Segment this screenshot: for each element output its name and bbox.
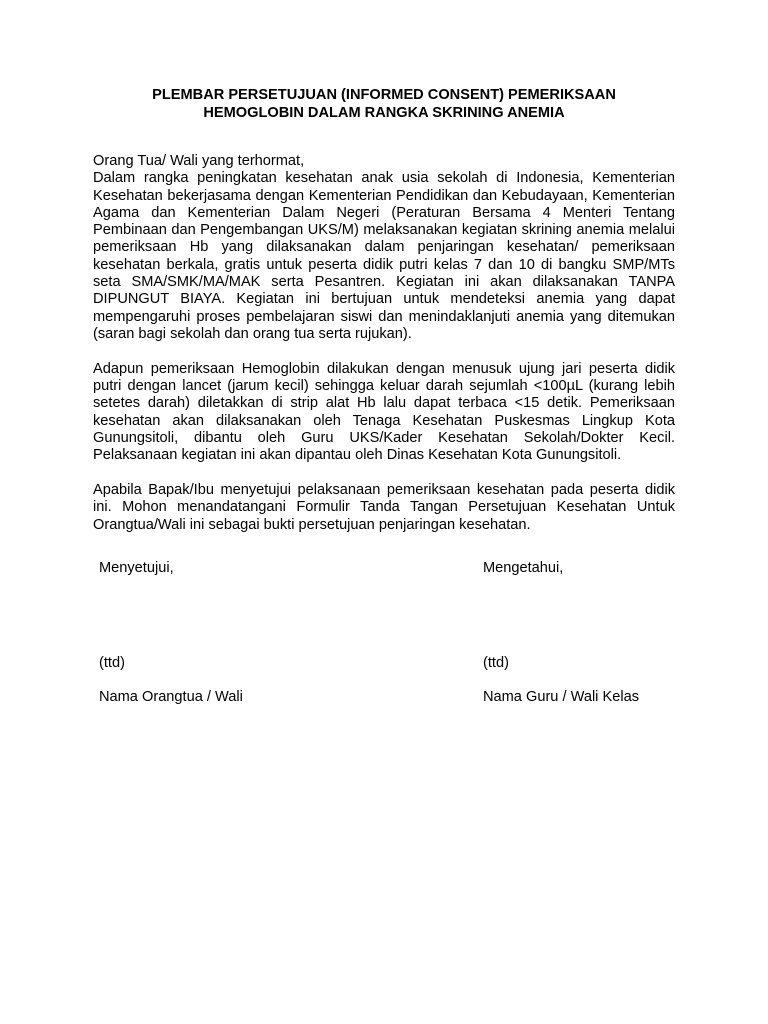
salutation: Orang Tua/ Wali yang terhormat, bbox=[93, 153, 305, 169]
signature-heading-approve: Menyetujui, bbox=[99, 559, 174, 576]
signature-name-teacher: Nama Guru / Wali Kelas bbox=[483, 688, 639, 705]
document-title-line-1: PLEMBAR PERSETUJUAN (INFORMED CONSENT) PEMERIKSAAN bbox=[152, 87, 616, 103]
signature-name-parent: Nama Orangtua / Wali bbox=[99, 688, 243, 705]
paragraph-procedure: Adapun pemeriksaan Hemoglobin dilakukan dengan menusuk ujung jari peserta didik putri dengan lancet (jarum kecil) sehingga keluar darah sejumlah <100µL (kurang lebih setetes darah) diletakkan di strip alat Hb lalu dapat terbaca <15 detik. Pemeriksaan kesehatan akan dilaksanakan oleh Tenaga Kesehatan Puskesmas Lingkup Kota Gunungsitoli, dibantu oleh Guru UKS/Kader Kesehatan Sekolah/Dokter Kecil. Pelaksanaan kegiatan ini akan dipantau oleh Dinas Kesehatan Kota Gunungsitoli. bbox=[93, 360, 675, 464]
signature-placeholder-parent: (ttd) bbox=[99, 654, 125, 671]
signature-placeholder-teacher: (ttd) bbox=[483, 654, 509, 671]
signature-block-parent bbox=[99, 560, 243, 706]
signature-block-teacher bbox=[483, 560, 639, 706]
document-title bbox=[93, 86, 675, 122]
paragraph-introduction: Dalam rangka peningkatan kesehatan anak usia sekolah di Indonesia, Kementerian Kesehatan bekerjasama dengan Kementerian Pendidikan dan Kebudayaan, Kementerian Agama dan Kementerian Dalam Negeri (Peraturan Bersama 4 Menteri Tentang Pembinaan dan Pengembangan UKS/M) melaksanakan kegiatan skrining anemia melalui pemeriksaan Hb yang dilaksanakan dalam penjaringan kesehatan/ pemeriksaan kesehatan berkala, gratis untuk peserta didik putri kelas 7 dan 10 di bangku SMP/MTs seta SMA/SMK/MA/MAK serta Pesantren. Kegiatan ini akan dilaksanakan TANPA DIPUNGUT BIAYA. Kegiatan ini bertujuan untuk mendeteksi anemia yang dapat mempengaruhi proses pembelajaran siswi dan menindaklanjuti anemia yang ditemukan (saran bagi sekolah dan orang tua serta rujukan). bbox=[93, 170, 675, 342]
document-title-line-2: HEMOGLOBIN DALAM RANGKA SKRINING ANEMIA bbox=[203, 105, 565, 121]
paragraph-request: Apabila Bapak/Ibu menyetujui pelaksanaan pemeriksaan kesehatan pada peserta didik ini. Mohon menandatangani Formulir Tanda Tangan Persetujuan Kesehatan Untuk Orangtua/Wali ini sebagai bukti persetujuan penjaringan kesehatan. bbox=[93, 482, 675, 533]
signature-heading-acknowledge: Mengetahui, bbox=[483, 559, 564, 576]
